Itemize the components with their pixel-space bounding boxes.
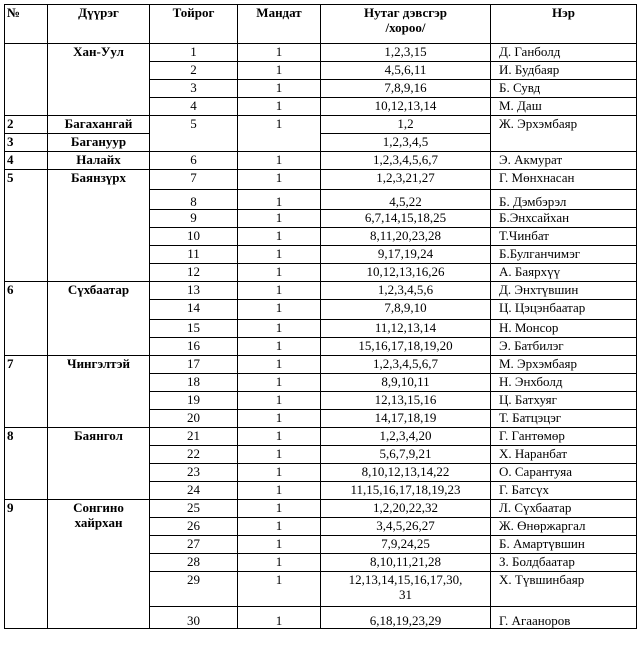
constituency-cell: 19: [150, 392, 238, 410]
mandate-cell: 1: [238, 482, 321, 500]
table-row: [5, 500, 637, 518]
name-cell: Н. Монсор: [491, 320, 637, 338]
district-name-line1: Сонгино: [73, 500, 124, 515]
district-number: 2: [5, 116, 48, 134]
name-cell: Д. Энхтүвшин: [491, 282, 637, 300]
name-cell: З. Болдбаатар: [491, 554, 637, 572]
constituency-cell: 21: [150, 428, 238, 446]
header-name: Нэр: [491, 5, 637, 44]
name-cell: Ц. Цэцэнбаатар: [491, 300, 637, 320]
constituency-cell: 4: [150, 98, 238, 116]
area-cell: 10,12,13,16,26: [321, 264, 491, 282]
name-cell: Б. Сувд: [491, 80, 637, 98]
name-cell: Б.Булганчимэг: [491, 246, 637, 264]
area-cell: 1,2,20,22,32: [321, 500, 491, 518]
table-row: [5, 428, 637, 446]
mandate-cell: 1: [238, 116, 321, 152]
area-cell: 1,2,3,4,5,6,7: [321, 356, 491, 374]
mandate-cell: 1: [238, 44, 321, 62]
area-cell: 1,2: [321, 116, 491, 134]
area-cell: 4,5,22: [321, 190, 491, 210]
district-name: Багахангай: [48, 116, 150, 134]
area-cell: 1,2,3,4,20: [321, 428, 491, 446]
mandate-cell: 1: [238, 518, 321, 536]
name-cell: Н. Энхболд: [491, 374, 637, 392]
mandate-cell: 1: [238, 446, 321, 464]
constituency-cell: 22: [150, 446, 238, 464]
mandate-cell: 1: [238, 210, 321, 228]
header-area-line1: Нутаг дэвсгэр: [363, 5, 448, 20]
area-cell: 8,9,10,11: [321, 374, 491, 392]
area-cell: 8,11,20,23,28: [321, 228, 491, 246]
mandate-cell: 1: [238, 98, 321, 116]
constituency-cell: 10: [150, 228, 238, 246]
area-cell: 9,17,19,24: [321, 246, 491, 264]
constituency-cell: 1: [150, 44, 238, 62]
constituency-cell: 23: [150, 464, 238, 482]
table-row: [5, 282, 637, 300]
district-name: Хан-Уул: [48, 44, 150, 116]
constituency-cell: 12: [150, 264, 238, 282]
district-name: Баянгол: [48, 428, 150, 500]
constituency-cell: 24: [150, 482, 238, 500]
name-cell: М. Даш: [491, 98, 637, 116]
area-cell: 8,10,12,13,14,22: [321, 464, 491, 482]
district-name: Багануур: [48, 134, 150, 152]
district-name-line2: хайрхан: [74, 515, 123, 530]
header-mandate: Мандат: [238, 5, 321, 44]
mandate-cell: 1: [238, 152, 321, 170]
constituency-cell: 3: [150, 80, 238, 98]
mandate-cell: 1: [238, 374, 321, 392]
area-cell: 6,7,14,15,18,25: [321, 210, 491, 228]
mandate-cell: 1: [238, 554, 321, 572]
mandate-cell: 1: [238, 190, 321, 210]
constituency-cell: 27: [150, 536, 238, 554]
name-cell: Ж. Эрхэмбаяр: [491, 116, 637, 152]
area-cell: 1,2,3,21,27: [321, 170, 491, 190]
header-district: Дүүрэг: [48, 5, 150, 44]
district-number: 6: [5, 282, 48, 356]
name-cell: Х. Наранбат: [491, 446, 637, 464]
constituency-cell: 30: [150, 607, 238, 629]
table-row: [5, 170, 637, 190]
district-name: Баянзүрх: [48, 170, 150, 282]
area-cell: 11,12,13,14: [321, 320, 491, 338]
name-cell: Э. Батбилэг: [491, 338, 637, 356]
district-number: 7: [5, 356, 48, 428]
header-constituency: Тойрог: [150, 5, 238, 44]
district-name: Налайх: [48, 152, 150, 170]
area-cell: 1,2,3,15: [321, 44, 491, 62]
constituency-cell: 11: [150, 246, 238, 264]
district-name: Чингэлтэй: [48, 356, 150, 428]
mandate-cell: 1: [238, 356, 321, 374]
mandate-cell: 1: [238, 80, 321, 98]
table-row: [5, 356, 637, 374]
header-no: №: [5, 5, 48, 44]
mandate-cell: 1: [238, 264, 321, 282]
name-cell: М. Эрхэмбаяр: [491, 356, 637, 374]
mandate-cell: 1: [238, 428, 321, 446]
mandate-cell: 1: [238, 228, 321, 246]
name-cell: Э. Акмурат: [491, 152, 637, 170]
area-line2: 31: [399, 587, 412, 602]
mandate-cell: 1: [238, 320, 321, 338]
constituency-cell: 17: [150, 356, 238, 374]
area-cell: [321, 572, 491, 607]
mandate-cell: 1: [238, 536, 321, 554]
name-cell: Г. Гантөмөр: [491, 428, 637, 446]
area-cell: 7,8,9,10: [321, 300, 491, 320]
area-cell: 7,9,24,25: [321, 536, 491, 554]
area-cell: 5,6,7,9,21: [321, 446, 491, 464]
district-number: 5: [5, 170, 48, 282]
area-cell: 3,4,5,26,27: [321, 518, 491, 536]
constituency-cell: 16: [150, 338, 238, 356]
constituency-cell: 18: [150, 374, 238, 392]
area-cell: 14,17,18,19: [321, 410, 491, 428]
name-cell: Т.Чинбат: [491, 228, 637, 246]
constituency-cell: 9: [150, 210, 238, 228]
name-cell: Г. Батсүх: [491, 482, 637, 500]
name-cell: О. Сарантуяа: [491, 464, 637, 482]
area-cell: 1,2,3,4,5: [321, 134, 491, 152]
constituency-cell: 6: [150, 152, 238, 170]
mandate-cell: 1: [238, 170, 321, 190]
name-cell: А. Баярхүү: [491, 264, 637, 282]
constituency-cell: 25: [150, 500, 238, 518]
table-row: [5, 44, 637, 62]
constituency-cell: 13: [150, 282, 238, 300]
area-cell: 4,5,6,11: [321, 62, 491, 80]
constituency-cell: 5: [150, 116, 238, 152]
area-cell: 15,16,17,18,19,20: [321, 338, 491, 356]
district-number: 8: [5, 428, 48, 500]
mandate-cell: 1: [238, 607, 321, 629]
district-name: [48, 500, 150, 629]
district-number: 4: [5, 152, 48, 170]
district-number: 3: [5, 134, 48, 152]
header-area: [321, 5, 491, 44]
constituency-cell: 20: [150, 410, 238, 428]
mandate-cell: 1: [238, 410, 321, 428]
area-cell: 1,2,3,4,5,6,7: [321, 152, 491, 170]
area-cell: 6,18,19,23,29: [321, 607, 491, 629]
name-cell: Л. Сүхбаатар: [491, 500, 637, 518]
area-cell: 11,15,16,17,18,19,23: [321, 482, 491, 500]
constituency-cell: 29: [150, 572, 238, 607]
name-cell: Д. Ганболд: [491, 44, 637, 62]
constituency-cell: 2: [150, 62, 238, 80]
name-cell: Х. Түвшинбаяр: [491, 572, 637, 607]
area-cell: 10,12,13,14: [321, 98, 491, 116]
name-cell: Ц. Батхуяг: [491, 392, 637, 410]
mandate-cell: 1: [238, 246, 321, 264]
name-cell: Г. Агаанорoв: [491, 607, 637, 629]
name-cell: И. Будбаяр: [491, 62, 637, 80]
table-row: [5, 116, 637, 134]
area-line1: 12,13,14,15,16,17,30,: [348, 572, 463, 587]
constituency-table: [4, 4, 637, 629]
name-cell: Г. Мөнхнасан: [491, 170, 637, 190]
constituency-cell: 28: [150, 554, 238, 572]
constituency-cell: 14: [150, 300, 238, 320]
area-cell: 8,10,11,21,28: [321, 554, 491, 572]
mandate-cell: 1: [238, 62, 321, 80]
constituency-cell: 15: [150, 320, 238, 338]
name-cell: Б. Дэмбэрэл: [491, 190, 637, 210]
district-number: 9: [5, 500, 48, 629]
mandate-cell: 1: [238, 500, 321, 518]
district-name: Сүхбаатар: [48, 282, 150, 356]
area-cell: 1,2,3,4,5,6: [321, 282, 491, 300]
district-number: [5, 44, 48, 116]
area-cell: 12,13,15,16: [321, 392, 491, 410]
header-area-line2: /хороо/: [385, 20, 426, 35]
mandate-cell: 1: [238, 282, 321, 300]
constituency-cell: 26: [150, 518, 238, 536]
constituency-cell: 8: [150, 190, 238, 210]
constituency-cell: 7: [150, 170, 238, 190]
name-cell: Б.Энхсайхан: [491, 210, 637, 228]
mandate-cell: 1: [238, 464, 321, 482]
table-row: [5, 152, 637, 170]
name-cell: Ж. Өнөржаргал: [491, 518, 637, 536]
mandate-cell: 1: [238, 392, 321, 410]
mandate-cell: 1: [238, 300, 321, 320]
area-cell: 7,8,9,16: [321, 80, 491, 98]
mandate-cell: 1: [238, 338, 321, 356]
mandate-cell: 1: [238, 572, 321, 607]
name-cell: Т. Батцэцэг: [491, 410, 637, 428]
header-row: [5, 5, 637, 44]
name-cell: Б. Амартүвшин: [491, 536, 637, 554]
